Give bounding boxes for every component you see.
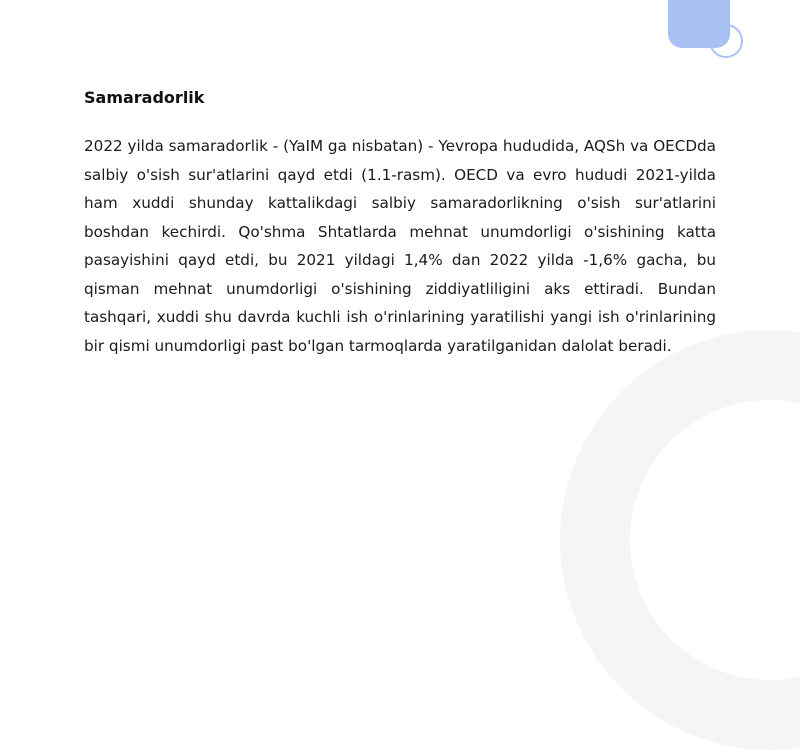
section-heading: Samaradorlik — [84, 88, 205, 107]
body-paragraph: 2022 yilda samaradorlik - (YaIM ga nisbatan) - Yevropa hududida, AQSh va OECDda salbiy o'sish sur'atlarini qayd etdi (1.1-rasm). OECD va evro hududi 2021-yilda ham xuddi shunday kattalikdagi salbiy samaradorlikning o'sish sur'atlarini boshdan kechirdi. Qo'shma Shtatlarda mehnat unumdorligi o'sishining katta pasayishini qayd etdi, bu 2021 yildagi 1,4% dan 2022 yilda -1,6% gacha, bu qisman mehnat unumdorligi o'sishining ziddiyatliligini aks ettiradi. Bundan tashqari, xuddi shu davrda kuchli ish o'rinlarining yaratilishi yangi ish o'rinlarining bir qismi unumdorligi past bo'lgan tarmoqlarda yaratilganidan dalolat beradi. — [84, 137, 716, 355]
decorative-ring — [709, 24, 743, 58]
decorative-arc — [560, 330, 800, 750]
document-content — [84, 86, 716, 360]
